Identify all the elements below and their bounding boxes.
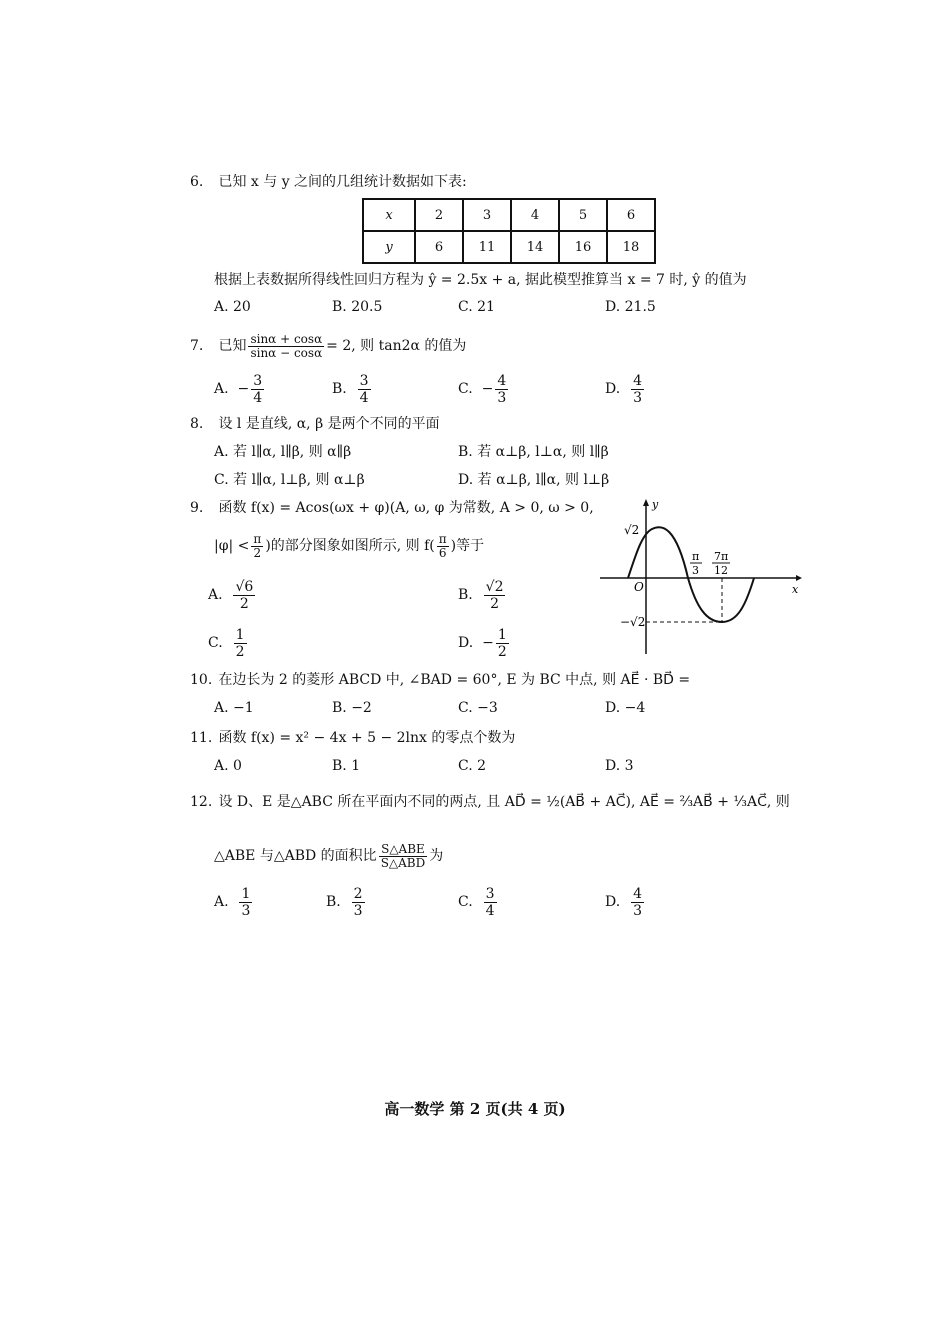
fraction <box>234 627 247 660</box>
option-c: C. 2 <box>458 758 487 774</box>
fraction-numerator: 3 <box>359 372 369 389</box>
y-axis-label: y <box>652 498 659 511</box>
option-label: A. <box>208 587 223 603</box>
option-a <box>208 578 257 612</box>
text: △ABE 与△ABD 的面积比 <box>214 848 377 864</box>
text: )等于 <box>450 538 485 554</box>
fraction-denominator: 6 <box>438 545 447 560</box>
tick-label-denominator: 12 <box>714 564 728 577</box>
question-6-line2: 根据上表数据所得线性回归方程为 ŷ = 2.5x + a, 据此模型推算当 x = 7 时, ŷ 的值为 <box>214 272 747 288</box>
question-number: 11. <box>190 730 213 746</box>
fraction-numerator: π <box>438 531 447 546</box>
option-c: C. 21 <box>458 299 495 315</box>
tick-label-denominator: 3 <box>692 564 699 577</box>
fraction-denominator: 4 <box>253 389 263 406</box>
option-label: C. <box>208 635 223 651</box>
option-b <box>458 578 507 612</box>
fraction-denominator: 3 <box>353 902 363 919</box>
text: )的部分图象如图所示, 则 f( <box>265 538 435 554</box>
fraction-numerator: 1 <box>497 626 507 643</box>
tick-label-numerator: 7π <box>714 550 729 563</box>
fraction <box>251 373 264 406</box>
option-a <box>214 372 266 406</box>
option-label: C. <box>458 894 473 910</box>
x-axis-label: x <box>792 583 799 596</box>
fraction-numerator: 3 <box>485 885 495 902</box>
origin-label: O <box>634 580 644 594</box>
question-text: 设 l 是直线, α, β 是两个不同的平面 <box>218 416 440 432</box>
option-b <box>332 372 373 406</box>
y-min-label: −√2 <box>620 615 646 629</box>
question-12-line1 <box>190 792 790 812</box>
fraction-denominator: 2 <box>239 595 249 612</box>
question-7-stem <box>190 330 466 362</box>
option-c: C. −3 <box>458 700 498 716</box>
table-cell: 2 <box>415 199 463 231</box>
fraction-numerator: π <box>253 531 262 546</box>
fraction-numerator: sinα + cosα <box>250 331 323 346</box>
table-cell: 6 <box>415 231 463 263</box>
fraction-denominator: 2 <box>490 595 500 612</box>
table-cell: 11 <box>463 231 511 263</box>
option-label: D. <box>605 894 621 910</box>
fraction <box>352 886 365 919</box>
question-text-suffix: = 2, 则 tan2α 的值为 <box>326 338 467 354</box>
fraction <box>239 886 252 919</box>
statistics-table <box>362 198 656 264</box>
cosine-graph <box>596 494 808 660</box>
option-b: B. −2 <box>332 700 372 716</box>
option-c <box>458 372 510 406</box>
cosine-curve <box>628 527 754 622</box>
option-c <box>208 626 249 660</box>
question-number: 12. <box>190 794 213 810</box>
option-label: B. <box>332 381 347 397</box>
question-number: 10. <box>190 672 213 688</box>
table-cell: 16 <box>559 231 607 263</box>
option-b: B. 20.5 <box>332 299 383 315</box>
text: |φ| < <box>214 538 250 554</box>
option-b <box>326 884 367 920</box>
option-d <box>605 884 646 920</box>
option-a: A. 若 l∥α, l∥β, 则 α∥β <box>214 444 352 460</box>
table-cell: 4 <box>511 199 559 231</box>
option-c: C. 若 l∥α, l⊥β, 则 α⊥β <box>214 472 365 488</box>
question-number: 6. <box>190 174 204 190</box>
question-number: 9. <box>190 500 204 516</box>
option-a: A. 0 <box>214 758 242 774</box>
option-c <box>458 884 499 920</box>
option-sign: − <box>481 381 494 397</box>
fraction-numerator: √6 <box>235 578 254 595</box>
fraction <box>495 373 508 406</box>
fraction <box>437 533 449 560</box>
y-max-label: √2 <box>624 523 640 537</box>
fraction-numerator: 4 <box>633 885 643 902</box>
fraction <box>251 533 263 560</box>
table-row-y <box>363 231 655 263</box>
fraction-numerator: 1 <box>241 885 251 902</box>
y-axis-arrow-icon <box>643 499 649 506</box>
question-text: 在边长为 2 的菱形 ABCD 中, ∠BAD = 60°, E 为 BC 中点, 则 AE⃗ · BD⃗ = <box>218 672 691 688</box>
fraction-denominator: sinα − cosα <box>250 345 323 360</box>
page-footer: 高一数学 第 2 页(共 4 页) <box>384 1100 566 1118</box>
x-axis-arrow-icon <box>796 575 802 581</box>
option-label: C. <box>458 381 473 397</box>
fraction-numerator: √2 <box>485 578 504 595</box>
option-sign: − <box>237 381 250 397</box>
text: 为 <box>429 848 444 864</box>
fraction-denominator: 2 <box>253 545 262 560</box>
fraction-denominator: 4 <box>359 389 369 406</box>
option-b: B. 若 α⊥β, l⊥α, 则 l∥β <box>458 444 609 460</box>
fraction-numerator: 4 <box>497 372 507 389</box>
question-text: 设 D、E 是△ABC 所在平面内不同的两点, 且 AD⃗ = ½(AB⃗ + AC⃗), AE⃗ = ⅔AB⃗ + ⅓AC⃗, 则 <box>218 794 790 810</box>
question-9-line1 <box>190 498 594 518</box>
question-8-stem <box>190 414 440 434</box>
fraction <box>248 333 324 360</box>
fraction-numerator: 4 <box>633 372 643 389</box>
tick-label-numerator: π <box>692 550 700 563</box>
fraction-denominator: S△ABD <box>380 855 426 870</box>
table-cell: 18 <box>607 231 655 263</box>
fraction <box>631 886 644 919</box>
option-d: D. −4 <box>605 700 646 716</box>
fraction-denominator: 2 <box>235 643 245 660</box>
fraction-numerator: S△ABE <box>381 841 425 856</box>
table-cell: 5 <box>559 199 607 231</box>
question-number: 8. <box>190 416 204 432</box>
option-b: B. 1 <box>332 758 361 774</box>
fraction <box>484 886 497 919</box>
table-header-x: x <box>363 199 415 231</box>
option-a <box>214 884 254 920</box>
fraction-denominator: 3 <box>633 902 643 919</box>
option-d: D. 21.5 <box>605 299 656 315</box>
table-row-x <box>363 199 655 231</box>
fraction-denominator: 3 <box>241 902 251 919</box>
option-label: B. <box>326 894 341 910</box>
table-header-y: y <box>363 231 415 263</box>
option-d <box>605 372 646 406</box>
option-sign: − <box>482 635 494 651</box>
question-6-stem <box>190 172 467 192</box>
table-cell: 14 <box>511 231 559 263</box>
fraction <box>358 373 371 406</box>
fraction-numerator: 1 <box>235 626 245 643</box>
question-number: 7. <box>190 338 204 354</box>
option-d: D. 若 α⊥β, l∥α, 则 l⊥β <box>458 472 610 488</box>
option-label: D. <box>458 635 474 651</box>
fraction <box>379 843 428 870</box>
table-cell: 6 <box>607 199 655 231</box>
fraction <box>496 627 509 660</box>
fraction-numerator: 3 <box>253 372 263 389</box>
fraction-denominator: 4 <box>485 902 495 919</box>
option-label: A. <box>214 894 229 910</box>
question-text: 已知 x 与 y 之间的几组统计数据如下表: <box>218 174 467 190</box>
fraction <box>484 579 506 612</box>
option-d: D. 3 <box>605 758 634 774</box>
question-text: 函数 f(x) = Acos(ωx + φ)(A, ω, φ 为常数, A > 0, ω > 0, <box>218 500 594 516</box>
table-cell: 3 <box>463 199 511 231</box>
option-d <box>458 626 511 660</box>
fraction-numerator: 2 <box>353 885 363 902</box>
fraction <box>631 373 644 406</box>
question-10-stem <box>190 670 690 690</box>
fraction <box>233 579 255 612</box>
option-label: D. <box>605 381 621 397</box>
option-a: A. 20 <box>214 299 251 315</box>
question-9-line2 <box>214 530 484 562</box>
question-11-stem <box>190 728 515 748</box>
option-label: A. <box>214 381 229 397</box>
fraction-denominator: 3 <box>497 389 507 406</box>
question-text: 函数 f(x) = x² − 4x + 5 − 2lnx 的零点个数为 <box>218 730 516 746</box>
option-label: B. <box>458 587 473 603</box>
question-text-prefix: 已知 <box>218 338 247 354</box>
question-12-line2 <box>214 838 443 874</box>
option-a: A. −1 <box>214 700 254 716</box>
fraction-denominator: 2 <box>497 643 507 660</box>
fraction-denominator: 3 <box>633 389 643 406</box>
